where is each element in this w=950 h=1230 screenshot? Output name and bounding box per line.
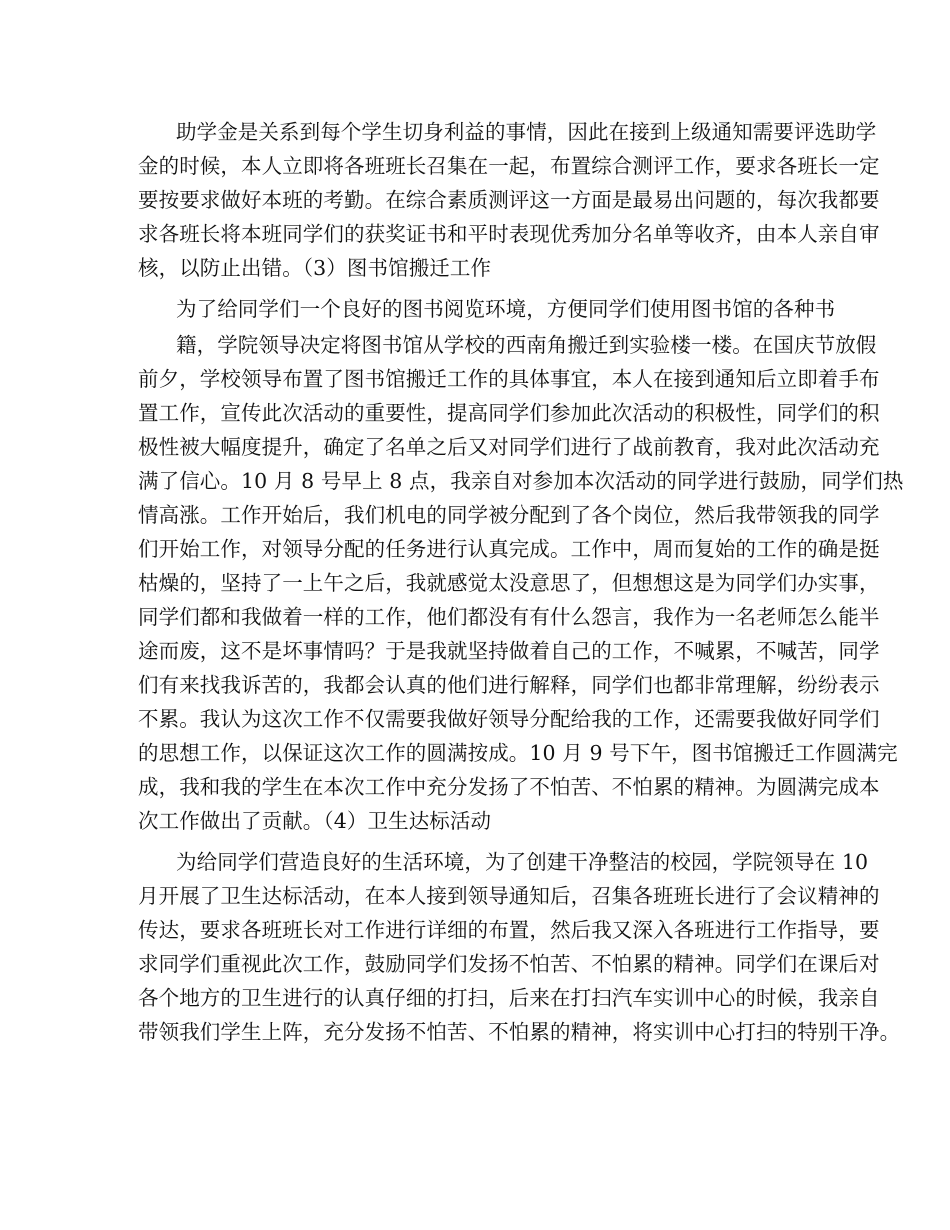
text-line: 核，以防止出错。（3）图书馆搬迁工作 [138, 256, 492, 280]
text-line: 传达，要求各班班长对工作进行详细的布置，然后我又深入各班进行工作指导，要 [138, 918, 880, 942]
text-line: 情高涨。工作开始后，我们机电的同学被分配到了各个岗位，然后我带领我的同学 [138, 503, 880, 527]
text-line: 各个地方的卫生进行的认真仔细的打扫，后来在打扫汽车实训中心的时候，我亲自 [138, 986, 880, 1010]
text-line: 为给同学们营造良好的生活环境，为了创建干净整洁的校园，学院领导在 10 [176, 850, 869, 874]
text-line: 金的时候，本人立即将各班班长召集在一起，布置综合测评工作，要求各班长一定 [138, 154, 880, 178]
text-line: 满了信心。10 月 8 号早上 8 点，我亲自对参加本次活动的同学进行鼓励，同学们热 [138, 469, 904, 493]
text-line: 前夕，学校领导布置了图书馆搬迁工作的具体事宜，本人在接到通知后立即着手布 [138, 367, 880, 391]
text-line: 籍，学院领导决定将图书馆从学校的西南角搬迁到实验楼一楼。在国庆节放假 [176, 333, 877, 357]
text-line: 置工作，宣传此次活动的重要性，提高同学们参加此次活动的积极性，同学们的积 [138, 401, 880, 425]
text-line: 的思想工作，以保证这次工作的圆满按成。10 月 9 号下午，图书馆搬迁工作圆满完 [138, 741, 898, 765]
text-line: 成，我和我的学生在本次工作中充分发扬了不怕苦、不怕累的精神。为圆满完成本 [138, 775, 880, 799]
text-line: 们有来找我诉苦的，我都会认真的他们进行解释，同学们也都非常理解，纷纷表示 [138, 673, 880, 697]
text-line: 月开展了卫生达标活动，在本人接到领导通知后，召集各班班长进行了会议精神的 [138, 884, 880, 908]
text-line: 带领我们学生上阵，充分发扬不怕苦、不怕累的精神，将实训中心打扫的特别干净。 [138, 1020, 901, 1044]
text-line: 极性被大幅度提升，确定了名单之后又对同学们进行了战前教育，我对此次活动充 [138, 435, 880, 459]
text-line: 同学们都和我做着一样的工作，他们都没有有什么怨言，我作为一名老师怎么能半 [138, 605, 880, 629]
text-line: 不累。我认为这次工作不仅需要我做好领导分配给我的工作，还需要我做好同学们 [138, 707, 880, 731]
text-line: 枯燥的，坚持了一上午之后，我就感觉太没意思了，但想想这是为同学们办实事， [138, 571, 880, 595]
text-line: 次工作做出了贡献。（4）卫生达标活动 [138, 809, 492, 833]
text-line: 要按要求做好本班的考勤。在综合素质测评这一方面是最易出问题的，每次我都要 [138, 188, 880, 212]
text-line: 们开始工作，对领导分配的任务进行认真完成。工作中，周而复始的工作的确是挺 [138, 537, 880, 561]
text-line: 为了给同学们一个良好的图书阅览环境，方便同学们使用图书馆的各种书 [176, 297, 836, 321]
text-line: 求各班长将本班同学们的获奖证书和平时表现优秀加分名单等收齐，由本人亲自审 [138, 222, 880, 246]
text-line: 助学金是关系到每个学生切身利益的事情，因此在接到上级通知需要评选助学 [176, 120, 877, 144]
text-line: 途而废，这不是坏事情吗？于是我就坚持做着自己的工作，不喊累，不喊苦，同学 [138, 639, 880, 663]
text-line: 求同学们重视此次工作，鼓励同学们发扬不怕苦、不怕累的精神。同学们在课后对 [138, 952, 880, 976]
